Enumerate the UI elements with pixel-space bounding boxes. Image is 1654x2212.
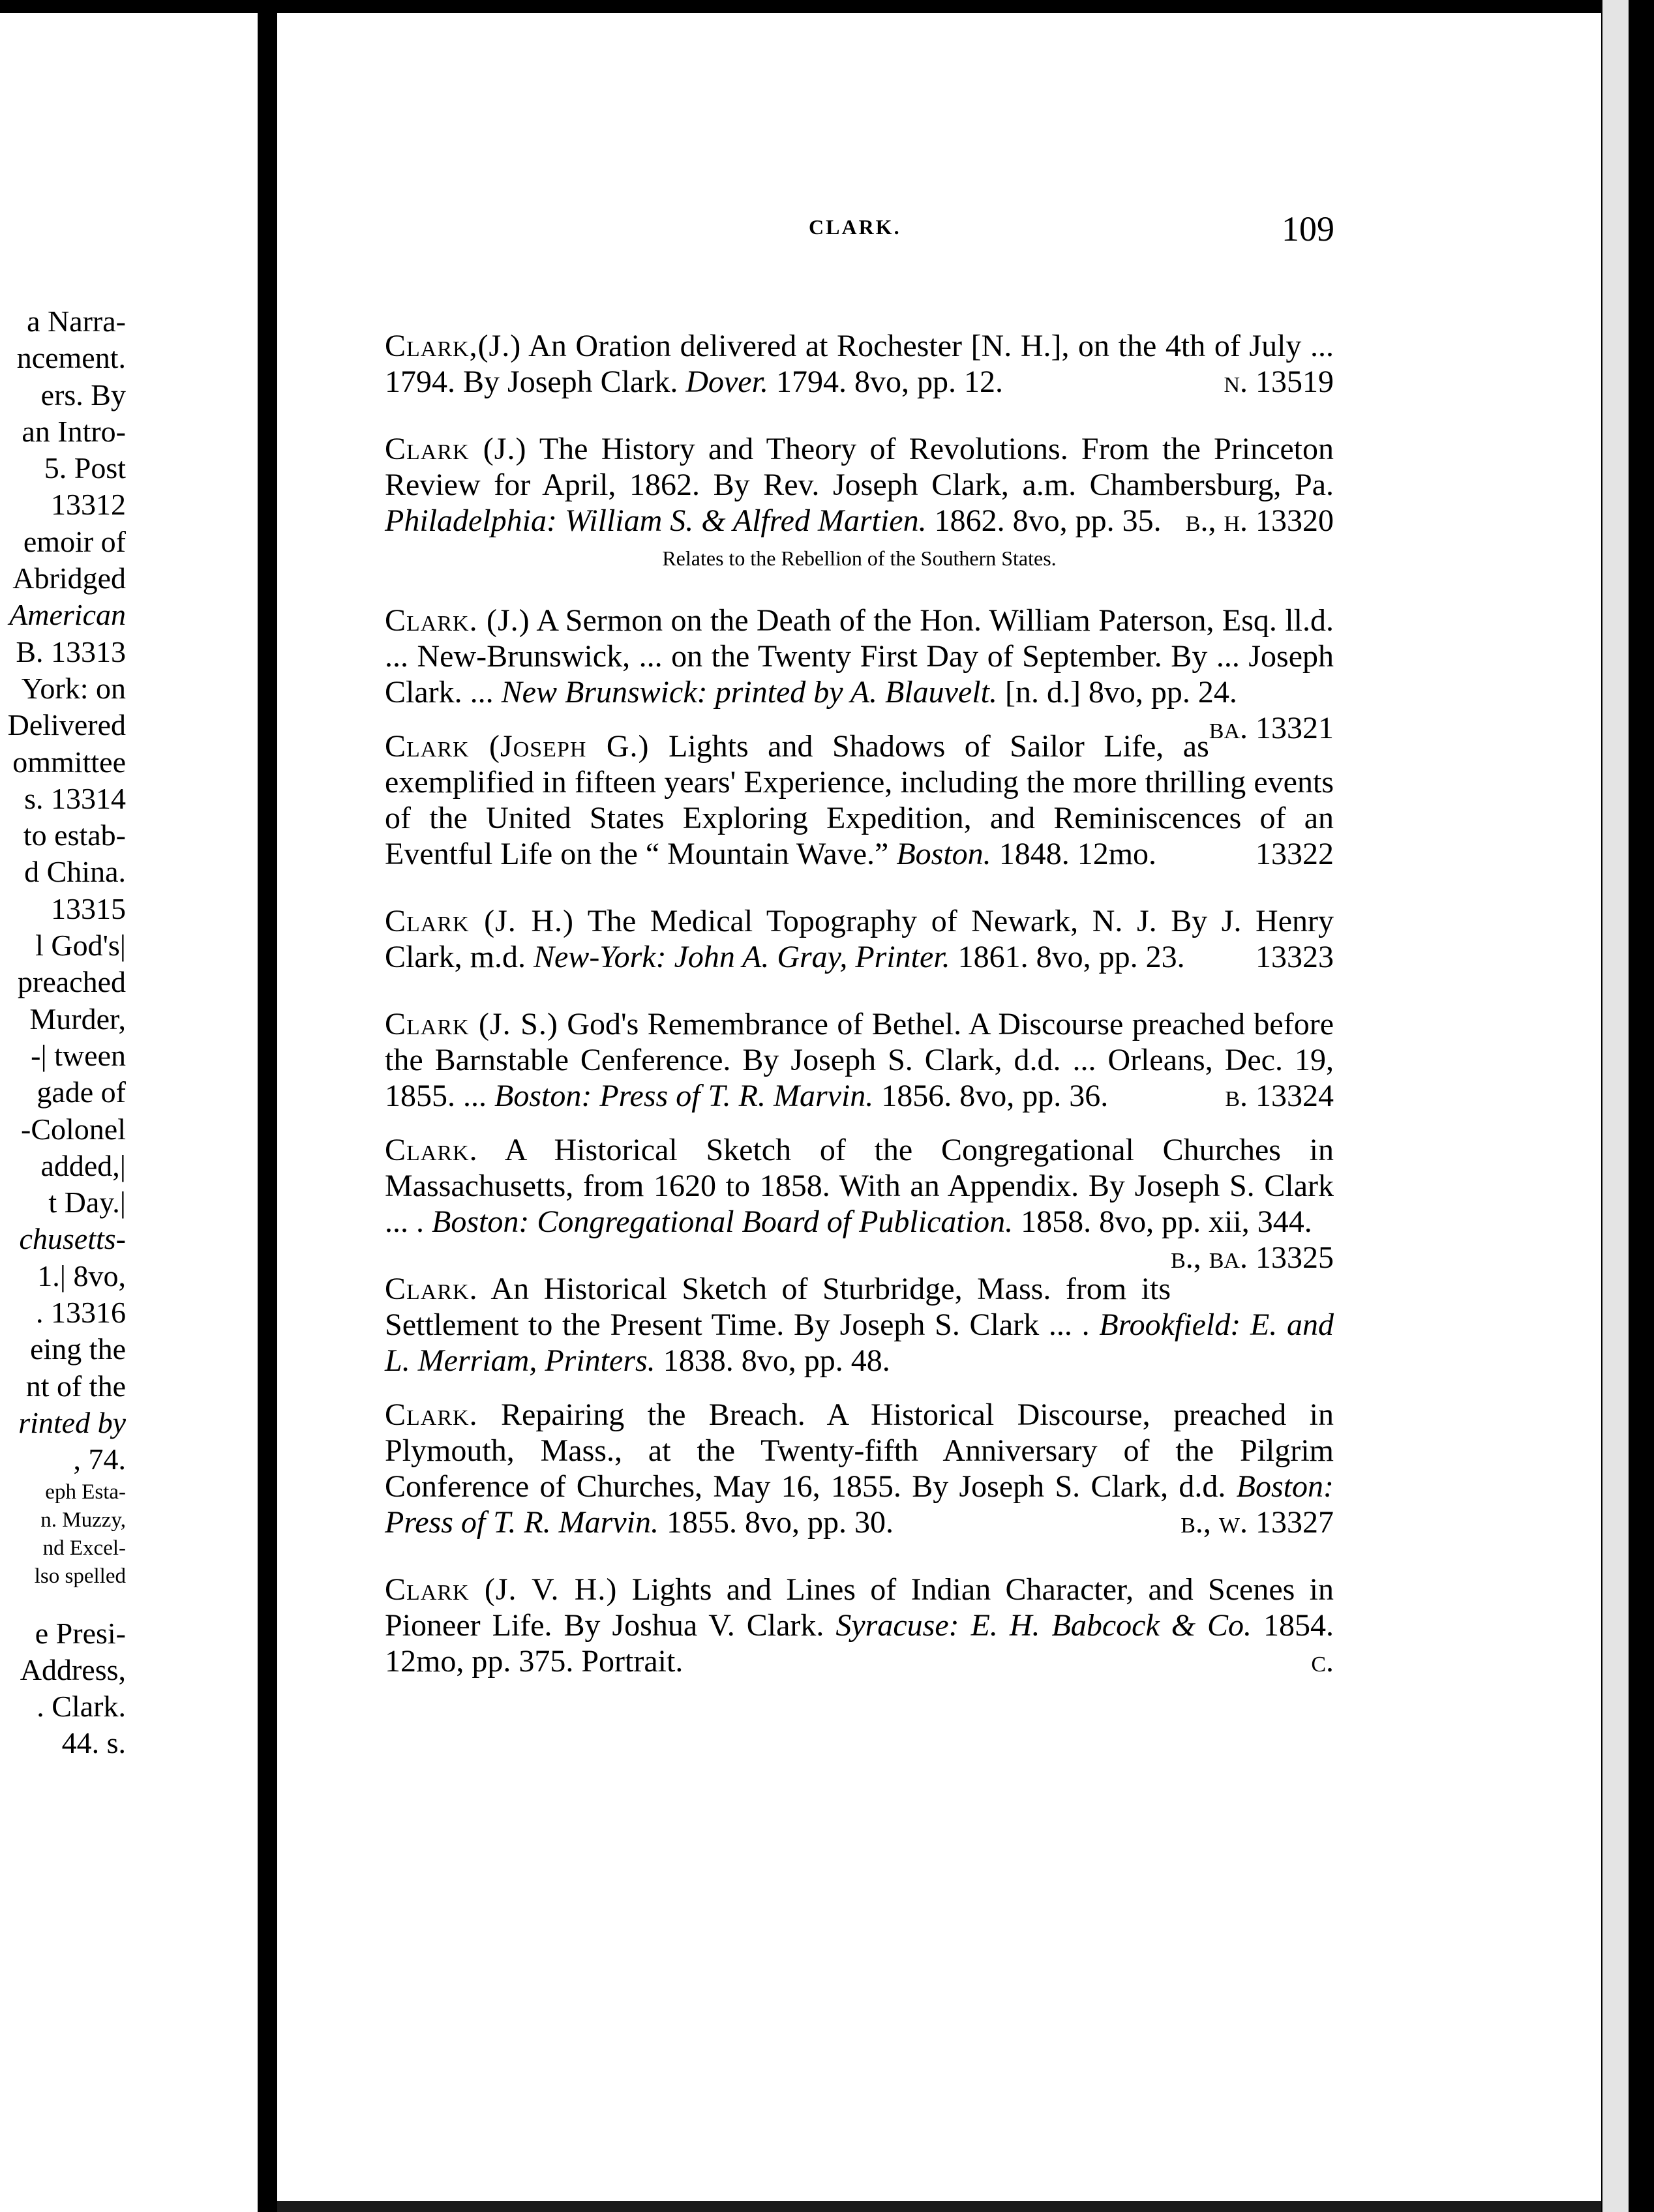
entry-imprint: Boston: Congregational Board of Publication. <box>432 1204 1014 1239</box>
scan-right-border <box>1601 0 1654 2212</box>
entry-imprint: Boston. <box>896 837 991 871</box>
entry-head: Clark. <box>385 1272 478 1306</box>
entry-13324 <box>385 1006 1334 1114</box>
entry-ref: b., h. 13320 <box>1185 503 1334 538</box>
fragment-line: ncement. <box>16 341 126 375</box>
fragment-line: . Clark. <box>37 1690 126 1724</box>
entry-tail: 1848. 12mo. <box>999 837 1157 871</box>
entry-13325 <box>385 1132 1334 1275</box>
entry-head: Clark,(J.) <box>385 329 522 363</box>
entry-13327 <box>385 1397 1334 1540</box>
fragment-line: nt of the <box>25 1369 126 1403</box>
entry-head: Clark (J. H.) <box>385 904 575 938</box>
entry-13321 <box>385 603 1334 745</box>
entry-ref: n. 13519 <box>1224 365 1334 399</box>
entry-tail: 1856. 8vo, pp. 36. <box>881 1079 1109 1113</box>
running-head: CLARK. <box>809 215 901 239</box>
fragment-line: ommittee <box>12 745 126 779</box>
entry-body: An Historical Sketch of Sturbridge, Mass. from its Settlement to the Present Time. By Joseph S. Clark ... . <box>385 1272 1171 1342</box>
fragment-line: -| tween <box>31 1038 126 1072</box>
fragment-note-line: eph Esta- <box>45 1480 126 1504</box>
entry-ref: 13322 <box>1256 837 1334 871</box>
fragment-line: d China. <box>24 855 126 889</box>
fragment-line: e Presi- <box>35 1616 126 1650</box>
fragment-line: 13312 <box>51 488 126 522</box>
entry-body: An Oration delivered at Rochester [N. H.], on the 4th of July ... 1794. By Joseph Clark. <box>385 329 1334 399</box>
entry-imprint: Syracuse: E. H. Babcock & Co. <box>835 1608 1252 1643</box>
fragment-line: preached <box>18 965 126 999</box>
entry-head: Clark. <box>385 1133 478 1167</box>
fragment-line: to estab- <box>23 818 126 852</box>
fragment-line: l God's| <box>35 929 126 963</box>
entry-13320 <box>385 431 1334 539</box>
entry-ref: c. <box>1311 1644 1334 1679</box>
fragment-line: . 13316 <box>36 1296 126 1330</box>
fragment-line: American <box>9 598 126 632</box>
page-gutter <box>258 0 277 2212</box>
entry-imprint: Philadelphia: William S. & Alfred Martien. <box>385 503 927 538</box>
fragment-line: 1.| 8vo, <box>37 1259 126 1293</box>
fragment-line: ers. By <box>40 378 126 411</box>
entry-imprint: Boston: Press of T. R. Marvin. <box>494 1079 874 1113</box>
fragment-line: 13315 <box>51 891 126 925</box>
facing-page-left <box>0 13 258 2212</box>
entry-13519 <box>385 328 1334 400</box>
entry-head: Clark. <box>385 1397 478 1432</box>
fragment-line: gade of <box>37 1075 126 1109</box>
fragment-line: an Intro- <box>22 414 126 448</box>
entry-note: Relates to the Rebellion of the Southern States. <box>662 546 1057 570</box>
fragment-line: Abridged <box>12 561 126 595</box>
entry-head: Clark (J. S.) <box>385 1007 558 1041</box>
entry-sturbridge <box>385 1271 1334 1379</box>
entry-head: Clark (J.) <box>385 432 527 466</box>
entry-imprint: Boston: Press of T. R. Marvin. <box>385 1469 1334 1540</box>
entry-13323 <box>385 903 1334 975</box>
entry-imprint: Dover. <box>685 365 768 399</box>
entry-head: Clark (J. V. H.) <box>385 1572 618 1607</box>
entry-body: Lights and Shadows of Sailor Life, as exemplified in fifteen years' Experience, including the more thrilling events of the United States Exploring Expedition, and Reminiscences of an Eventful Life on the “ Mountain Wave.” <box>385 729 1334 871</box>
facing-page-fragments <box>0 303 126 1762</box>
entry-head: Clark (Joseph G.) <box>385 729 650 764</box>
entry-tail: 1855. 8vo, pp. 30. <box>666 1505 894 1540</box>
fragment-line: B. 13313 <box>16 635 126 668</box>
fragment-line: eing the <box>30 1332 126 1366</box>
fragment-note-line: n. Muzzy, <box>40 1508 126 1532</box>
fragment-line: 44. s. <box>61 1726 126 1760</box>
fragment-line: Delivered <box>7 708 126 742</box>
fragment-line: rinted by <box>18 1405 126 1439</box>
entry-body: A Historical Sketch of the Congregational Churches in Massachusetts, from 1620 to 1858. With an Appendix. By Joseph S. Clark ... . <box>385 1133 1334 1239</box>
fragment-line: a Narra- <box>27 305 126 338</box>
entry-head: Clark. (J.) <box>385 603 530 638</box>
scan-top-border <box>0 0 1654 13</box>
fragment-line: -Colonel <box>21 1112 126 1146</box>
fragment-note-line: lso spelled <box>34 1564 126 1588</box>
scan-bottom-border <box>277 2201 1601 2212</box>
entry-jvh-clark <box>385 1572 1334 1679</box>
entry-body: A Sermon on the Death of the Hon. William Paterson, Esq. ll.d. ... New-Brunswick, ... on the Twenty First Day of September. By ... Joseph Clark. ... <box>385 603 1334 710</box>
entry-body: God's Remembrance of Bethel. A Discourse preached before the Barnstable Cenference. By Joseph S. Clark, d.d. ... Orleans, Dec. 19, 1855. ... <box>385 1007 1334 1113</box>
entry-imprint: New-York: John A. Gray, Printer. <box>533 940 950 974</box>
entry-body: Lights and Lines of Indian Character, and Scenes in Pioneer Life. By Joshua V. Clark. <box>385 1572 1334 1643</box>
fragment-line: York: on <box>21 671 126 705</box>
entry-13322 <box>385 728 1334 872</box>
entry-ref: b., w. 13327 <box>1180 1505 1334 1540</box>
fragment-line: added,| <box>40 1148 126 1182</box>
entry-ref: 13323 <box>1256 940 1334 974</box>
entry-tail: 1861. 8vo, pp. 23. <box>957 940 1185 974</box>
fragment-line: t Day.| <box>48 1186 126 1219</box>
entry-tail: [n. d.] 8vo, pp. 24. <box>1004 675 1237 710</box>
entry-tail: 1862. 8vo, pp. 35. <box>934 503 1162 538</box>
entry-tail: 1854. 12mo, pp. 375. Portrait. <box>385 1608 1334 1679</box>
entry-ref: b., ba. 13325 <box>1171 1240 1334 1275</box>
bibliography-entries <box>385 297 1334 1686</box>
entry-body: The History and Theory of Revolutions. From the Princeton Review for April, 1862. By Rev. Joseph Clark, a.m. Chambersburg, Pa. <box>385 432 1334 502</box>
fragment-note-line: nd Excel- <box>42 1536 126 1560</box>
entry-ref: b. 13324 <box>1225 1079 1334 1113</box>
fragment-line: emoir of <box>23 524 126 558</box>
page-number: 109 <box>1282 209 1334 248</box>
fragment-line: Murder, <box>29 1002 126 1036</box>
entry-tail: 1794. 8vo, pp. 12. <box>775 365 1003 399</box>
entry-tail: 1858. 8vo, pp. xii, 344. <box>1021 1204 1312 1239</box>
entry-body: The Medical Topography of Newark, N. J. By J. Henry Clark, m.d. <box>385 904 1334 974</box>
fragment-line: , 74. <box>73 1442 126 1476</box>
entry-body: Repairing the Breach. A Historical Discourse, preached in Plymouth, Mass., at the Twenty-fifth Anniversary of the Pilgrim Conference of Churches, May 16, 1855. By Joseph S. Clark, d.d. <box>385 1397 1334 1504</box>
fragment-line: 5. Post <box>44 451 126 485</box>
entry-tail: 1838. 8vo, pp. 48. <box>663 1343 890 1378</box>
fragment-line: Address, <box>20 1652 126 1686</box>
fragment-line: s. 13314 <box>24 781 126 815</box>
entry-imprint: Brookfield: E. and L. Merriam, Printers. <box>385 1308 1334 1378</box>
fragment-line: chusetts- <box>19 1222 126 1256</box>
entry-imprint: New Brunswick: printed by A. Blauvelt. <box>501 675 997 710</box>
entry-ref: ba. 13321 <box>1209 711 1334 745</box>
